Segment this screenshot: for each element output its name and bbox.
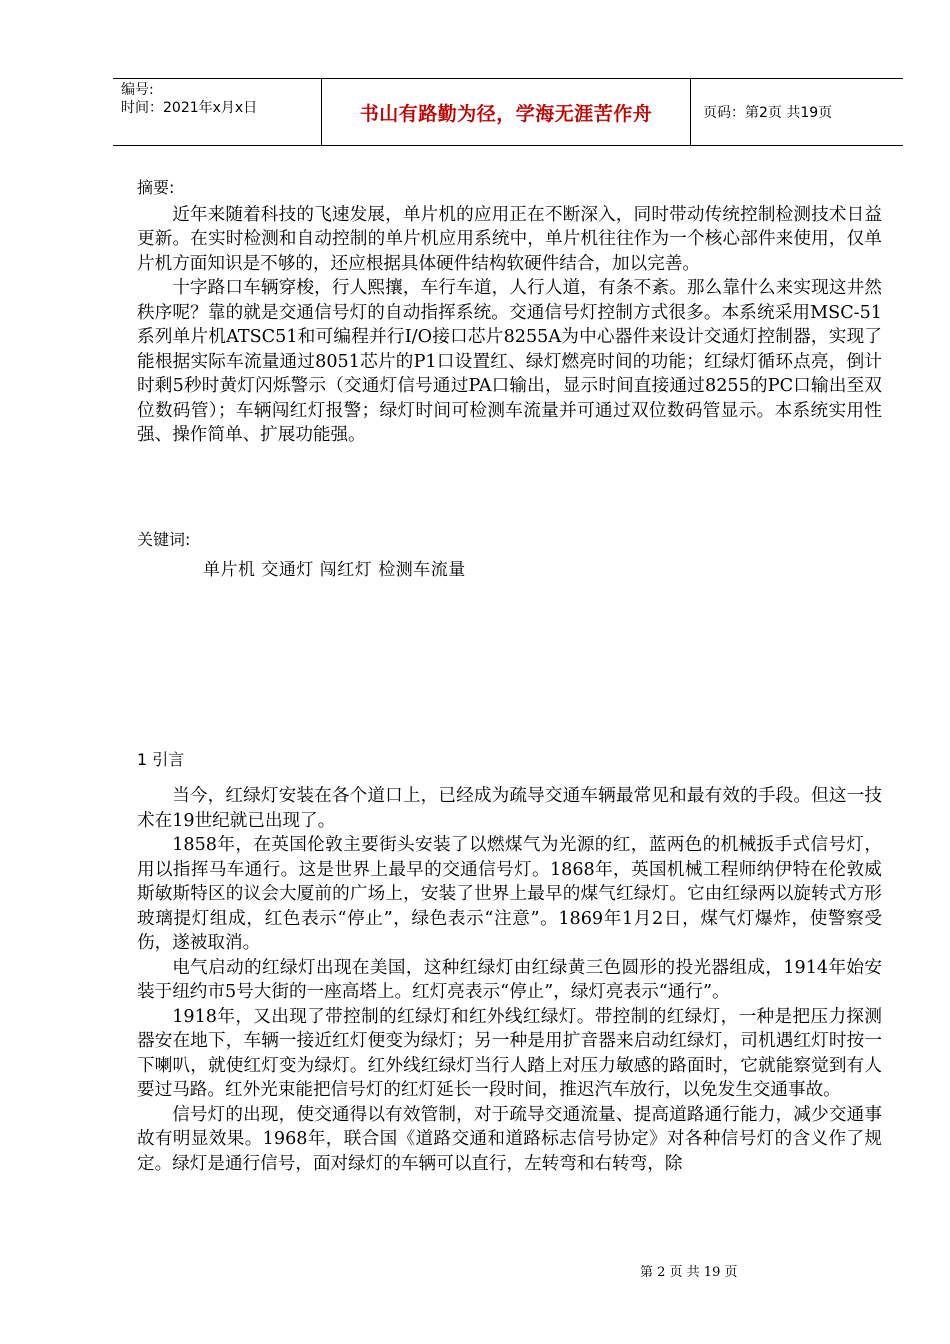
section-heading: 1 引言 [137,749,185,769]
page-footer: 第 2 页 共 19 页 [640,1265,738,1280]
keywords-list: 单片机 交通灯 闯红灯 检测车流量 [203,560,466,580]
section-paragraph: 1858年，在英国伦敦主要街头安装了以燃煤气为光源的红，蓝两色的机械扳手式信号灯，用以指挥马车通行。这是世界上最早的交通信号灯。1868年，英国机械工程师纳伊特在伦敦威斯敏斯特区的议会大厦前的广场上，安装了世界上最早的煤气红绿灯。它由红绿两以旋转式方形玻璃提灯组成，红色表示“停止”，绿色表示“注意”。1869年1月2日，煤气灯爆炸，使警察受伤，遂被取消。 [137,835,882,953]
page-header [113,78,903,146]
abstract-paragraph: 近年来随着科技的飞速发展，单片机的应用正在不断深入，同时带动传统控制检测技术日益更新。在实时检测和自动控制的单片机应用系统中，单片机往往作为一个核心部件来使用，仅单片机方面知识是不够的，还应根据具体硬件结构软硬件结合，加以完善。 [137,204,882,274]
header-page-info: 页码：第2页 共19页 [703,105,833,121]
time-label: 时间：2021年x月x日 [121,100,258,116]
section-paragraph: 电气启动的红绿灯出现在美国，这种红绿灯由红绿黄三色圆形的投光器组成，1914年始安装于纽约市5号大街的一座高塔上。红灯亮表示“停止”，绿灯亮表示“通行”。 [137,957,882,1002]
header-motto: 书山有路勤为径，学海无涯苦作舟 [321,79,691,145]
section-paragraph: 信号灯的出现，使交通得以有效管制，对于疏导交通流量、提高道路通行能力，减少交通事故有明显效果。1968年，联合国《道路交通和道路标志信号协定》对各种信号灯的含义作了规定。绿灯是通行信号，面对绿灯的车辆可以直行，左转弯和右转弯，除 [137,1104,882,1174]
number-label: 编号: [121,82,154,98]
abstract-label: 摘要: [137,178,175,197]
header-meta [113,79,321,145]
section-paragraph: 当今，红绿灯安装在各个道口上，已经成为疏导交通车辆最常见和最有效的手段。但这一技术在19世纪就已出现了。 [137,786,882,831]
abstract-paragraph: 十字路口车辆穿梭，行人熙攘，车行车道，人行人道，有条不紊。那么靠什么来实现这井然秩序呢？靠的就是交通信号灯的自动指挥系统。交通信号灯控制方式很多。本系统采用MSC-51系列单片机ATSC51和可编程并行I/O接口芯片8255A为中心器件来设计交通灯控制器，实现了能根据实际车流量通过8051芯片的P1口设置红、绿灯燃亮时间的功能；红绿灯循环点亮，倒计时剩5秒时黄灯闪烁警示（交通灯信号通过PA口输出，显示时间直接通过8255的PC口输出至双位数码管）；车辆闯红灯报警；绿灯时间可检测车流量并可通过双位数码管显示。本系统实用性强、操作简单、扩展功能强。 [137,278,882,445]
document-body [137,176,882,1176]
section-paragraph: 1918年，又出现了带控制的红绿灯和红外线红绿灯。带控制的红绿灯，一种是把压力探测器安在地下，车辆一接近红灯便变为绿灯；另一种是用扩音器来启动红绿灯，司机遇红灯时按一下喇叭，就使红灯变为绿灯。红外线红绿灯当行人踏上对压力敏感的路面时，它就能察觉到有人要过马路。红外光束能把信号灯的红灯延长一段时间，推迟汽车放行，以免发生交通事故。 [137,1006,882,1100]
keywords-label: 关键词: [137,529,191,549]
